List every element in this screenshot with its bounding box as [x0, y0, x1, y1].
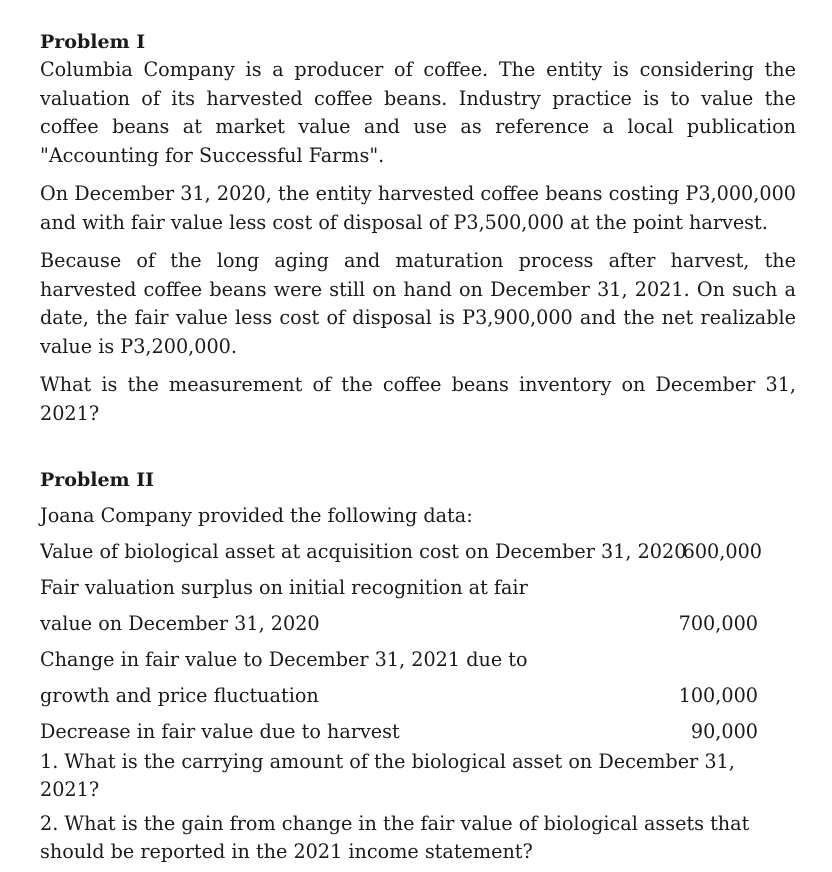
data-row-amount: 90,000	[690, 720, 758, 743]
data-row-label: value on December 31, 2020	[40, 612, 320, 635]
problem-1-paragraph: On December 31, 2020, the entity harvested coffee beans costing P3,000,000 and with fair value less cost of disposal of P3,500,000 at the point harvest.	[40, 182, 796, 234]
problem-1-title: Problem I	[40, 31, 146, 53]
problem-1-paragraph: Because of the long aging and maturation process after harvest, the harvested coffee beans were still on hand on December 31, 2021. On such a date, the fair value less cost of disposal is P3,900,000 and the net realizable value is P3,200,000.	[40, 249, 796, 358]
data-row	[40, 718, 796, 748]
problem-1-question: What is the measurement of the coffee beans inventory on December 31, 2021?	[40, 373, 796, 425]
data-row-label: Change in fair value to December 31, 2021 due to	[40, 648, 528, 671]
problem-2-question-1: 1. What is the carrying amount of the biological asset on December 31, 2021?	[40, 750, 735, 801]
data-row	[40, 610, 796, 646]
problem-2-intro-row	[40, 502, 796, 538]
problem-2-question-2: 2. What is the gain from change in the fair value of biological assets that should be reported in the 2021 income statement?	[40, 812, 750, 863]
problem-2-intro: Joana Company provided the following data:	[40, 504, 473, 527]
data-row	[40, 574, 796, 610]
data-row-amount: 700,000	[678, 612, 758, 635]
data-row-label: growth and price fluctuation	[40, 684, 319, 707]
problem-2-title: Problem II	[40, 469, 155, 491]
data-row-label: Fair valuation surplus on initial recognition at fair	[40, 576, 528, 599]
document-page	[40, 28, 796, 872]
data-row-amount: 100,000	[678, 684, 758, 707]
problem-2-section	[40, 466, 796, 866]
data-row	[40, 682, 796, 718]
data-row-amount: 600,000	[682, 540, 762, 563]
problem-1-paragraph: Columbia Company is a producer of coffee. The entity is considering the valuation of its harvested coffee beans. Industry practice is to value the coffee beans at market value and use as reference a local publication "Accounting for Successful Farms".	[40, 58, 796, 167]
section-spacer	[40, 438, 796, 466]
data-row-label: Value of biological asset at acquisition cost on December 31, 2020	[40, 540, 687, 563]
data-row-label: Decrease in fair value due to harvest	[40, 720, 400, 743]
data-row	[40, 538, 796, 574]
problem-1-section	[40, 28, 796, 428]
data-row	[40, 646, 796, 682]
